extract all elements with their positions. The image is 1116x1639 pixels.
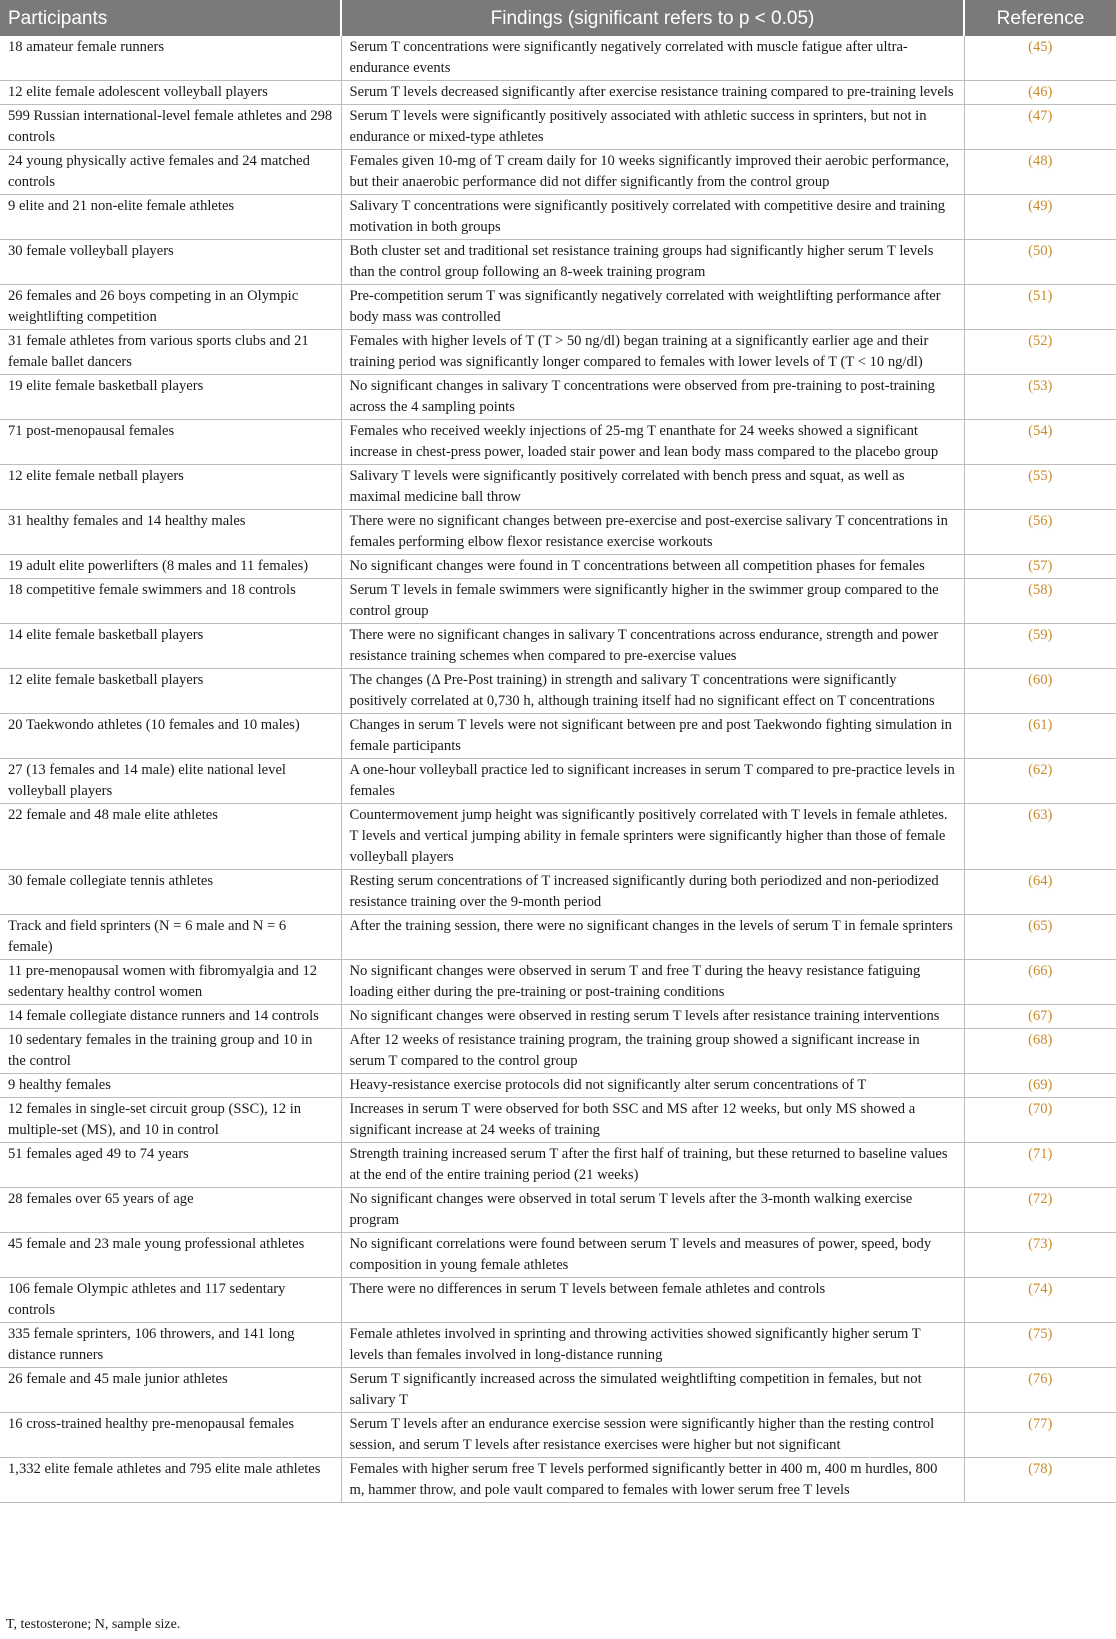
findings-cell: Serum T levels after an endurance exercise session were significantly higher than the resting control session, and serum T levels after resistance exercises were higher but not significant	[341, 1413, 964, 1458]
participants-cell: 9 healthy females	[0, 1074, 341, 1098]
findings-cell: There were no differences in serum T levels between female athletes and controls	[341, 1278, 964, 1323]
header-participants: Participants	[0, 0, 341, 36]
reference-link[interactable]: (63)	[964, 804, 1116, 870]
reference-link[interactable]: (77)	[964, 1413, 1116, 1458]
table-row	[0, 870, 1116, 915]
reference-link[interactable]: (68)	[964, 1029, 1116, 1074]
table-row	[0, 285, 1116, 330]
findings-cell: Serum T levels in female swimmers were significantly higher in the swimmer group compared to the control group	[341, 579, 964, 624]
participants-cell: 12 elite female adolescent volleyball players	[0, 81, 341, 105]
findings-cell: A one-hour volleyball practice led to significant increases in serum T compared to pre-practice levels in females	[341, 759, 964, 804]
participants-cell: 31 female athletes from various sports clubs and 21 female ballet dancers	[0, 330, 341, 375]
participants-cell: 27 (13 females and 14 male) elite national level volleyball players	[0, 759, 341, 804]
table-row	[0, 624, 1116, 669]
findings-cell: Heavy-resistance exercise protocols did not significantly alter serum concentrations of T	[341, 1074, 964, 1098]
participants-cell: 19 elite female basketball players	[0, 375, 341, 420]
table-row	[0, 759, 1116, 804]
table-row	[0, 960, 1116, 1005]
participants-cell: 19 adult elite powerlifters (8 males and 11 females)	[0, 555, 341, 579]
participants-cell: 22 female and 48 male elite athletes	[0, 804, 341, 870]
participants-cell: 30 female volleyball players	[0, 240, 341, 285]
table-row	[0, 1029, 1116, 1074]
reference-link[interactable]: (45)	[964, 36, 1116, 81]
findings-cell: Females who received weekly injections of 25-mg T enanthate for 24 weeks showed a significant increase in chest-press power, loaded stair power and lean body mass compared to the placebo group	[341, 420, 964, 465]
participants-cell: 28 females over 65 years of age	[0, 1188, 341, 1233]
findings-cell: Salivary T concentrations were significantly positively correlated with competitive desire and training motivation in both groups	[341, 195, 964, 240]
reference-link[interactable]: (69)	[964, 1074, 1116, 1098]
participants-cell: 30 female collegiate tennis athletes	[0, 870, 341, 915]
reference-link[interactable]: (59)	[964, 624, 1116, 669]
header-findings: Findings (significant refers to p < 0.05)	[341, 0, 964, 36]
table-row	[0, 1233, 1116, 1278]
reference-link[interactable]: (62)	[964, 759, 1116, 804]
table-row	[0, 465, 1116, 510]
table-row	[0, 195, 1116, 240]
findings-cell: No significant changes in salivary T concentrations were observed from pre-training to post-training across the 4 sampling points	[341, 375, 964, 420]
reference-link[interactable]: (64)	[964, 870, 1116, 915]
participants-cell: 20 Taekwondo athletes (10 females and 10 males)	[0, 714, 341, 759]
table-row	[0, 375, 1116, 420]
table-row	[0, 1368, 1116, 1413]
findings-cell: No significant changes were observed in serum T and free T during the heavy resistance fatiguing loading either during the pre-training or post-training conditions	[341, 960, 964, 1005]
participants-cell: 11 pre-menopausal women with fibromyalgia and 12 sedentary healthy control women	[0, 960, 341, 1005]
table-row	[0, 1098, 1116, 1143]
participants-cell: 51 females aged 49 to 74 years	[0, 1143, 341, 1188]
table-row	[0, 714, 1116, 759]
table-row	[0, 579, 1116, 624]
reference-link[interactable]: (71)	[964, 1143, 1116, 1188]
reference-link[interactable]: (53)	[964, 375, 1116, 420]
findings-cell: Serum T significantly increased across the simulated weightlifting competition in females, but not salivary T	[341, 1368, 964, 1413]
reference-link[interactable]: (78)	[964, 1458, 1116, 1503]
participants-cell: 31 healthy females and 14 healthy males	[0, 510, 341, 555]
findings-cell: The changes (Δ Pre-Post training) in strength and salivary T concentrations were significantly positively correlated at 0,730 h, although training itself had no significant effect on T concentrations	[341, 669, 964, 714]
findings-cell: There were no significant changes in salivary T concentrations across endurance, strength and power resistance training schemes when compared to pre-exercise values	[341, 624, 964, 669]
findings-cell: Females given 10-mg of T cream daily for 10 weeks significantly improved their aerobic performance, but their anaerobic performance did not differ significantly from the control group	[341, 150, 964, 195]
reference-link[interactable]: (52)	[964, 330, 1116, 375]
reference-link[interactable]: (55)	[964, 465, 1116, 510]
table-row	[0, 330, 1116, 375]
reference-link[interactable]: (58)	[964, 579, 1116, 624]
participants-cell: 335 female sprinters, 106 throwers, and 141 long distance runners	[0, 1323, 341, 1368]
reference-link[interactable]: (60)	[964, 669, 1116, 714]
findings-cell: No significant changes were observed in resting serum T levels after resistance training interventions	[341, 1005, 964, 1029]
table-row	[0, 1074, 1116, 1098]
reference-link[interactable]: (70)	[964, 1098, 1116, 1143]
findings-cell: Serum T levels decreased significantly after exercise resistance training compared to pre-training levels	[341, 81, 964, 105]
table-row	[0, 36, 1116, 81]
reference-link[interactable]: (66)	[964, 960, 1116, 1005]
participants-cell: 18 amateur female runners	[0, 36, 341, 81]
table-row	[0, 150, 1116, 195]
participants-cell: 45 female and 23 male young professional athletes	[0, 1233, 341, 1278]
participants-cell: 12 females in single-set circuit group (SSC), 12 in multiple-set (MS), and 10 in control	[0, 1098, 341, 1143]
findings-cell: Female athletes involved in sprinting and throwing activities showed significantly higher serum T levels than females involved in long-distance running	[341, 1323, 964, 1368]
table-row	[0, 1143, 1116, 1188]
table-row	[0, 669, 1116, 714]
reference-link[interactable]: (74)	[964, 1278, 1116, 1323]
findings-cell: Strength training increased serum T after the first half of training, but these returned to baseline values at the end of the entire training period (21 weeks)	[341, 1143, 964, 1188]
findings-cell: Salivary T levels were significantly positively correlated with bench press and squat, as well as maximal medicine ball throw	[341, 465, 964, 510]
participants-cell: 14 elite female basketball players	[0, 624, 341, 669]
table-row	[0, 1188, 1116, 1233]
findings-cell: Pre-competition serum T was significantly negatively correlated with weightlifting performance after body mass was controlled	[341, 285, 964, 330]
findings-cell: Serum T concentrations were significantly negatively correlated with muscle fatigue after ultra-endurance events	[341, 36, 964, 81]
table-row	[0, 105, 1116, 150]
reference-link[interactable]: (46)	[964, 81, 1116, 105]
findings-cell: No significant changes were found in T concentrations between all competition phases for females	[341, 555, 964, 579]
participants-cell: 26 females and 26 boys competing in an Olympic weightlifting competition	[0, 285, 341, 330]
table-row	[0, 1323, 1116, 1368]
participants-cell: Track and field sprinters (N = 6 male and N = 6 female)	[0, 915, 341, 960]
findings-cell: Serum T levels were significantly positively associated with athletic success in sprinters, but not in endurance or mixed-type athletes	[341, 105, 964, 150]
reference-link[interactable]: (49)	[964, 195, 1116, 240]
reference-link[interactable]: (67)	[964, 1005, 1116, 1029]
reference-link[interactable]: (50)	[964, 240, 1116, 285]
table-row	[0, 420, 1116, 465]
reference-link[interactable]: (72)	[964, 1188, 1116, 1233]
reference-link[interactable]: (61)	[964, 714, 1116, 759]
findings-cell: Increases in serum T were observed for both SSC and MS after 12 weeks, but only MS showed a significant increase at 24 weeks of training	[341, 1098, 964, 1143]
participants-cell: 14 female collegiate distance runners and 14 controls	[0, 1005, 341, 1029]
participants-cell: 12 elite female basketball players	[0, 669, 341, 714]
table-row	[0, 555, 1116, 579]
findings-cell: Females with higher levels of T (T > 50 ng/dl) began training at a significantly earlier age and their training period was significantly longer compared to females with lower levels of T (T < 10 ng/dl)	[341, 330, 964, 375]
participants-cell: 16 cross-trained healthy pre-menopausal females	[0, 1413, 341, 1458]
reference-link[interactable]: (57)	[964, 555, 1116, 579]
findings-cell: No significant correlations were found between serum T levels and measures of power, speed, body composition in young female athletes	[341, 1233, 964, 1278]
table-row	[0, 1458, 1116, 1503]
findings-cell: Changes in serum T levels were not significant between pre and post Taekwondo fighting simulation in female participants	[341, 714, 964, 759]
table-row	[0, 1005, 1116, 1029]
reference-link[interactable]: (48)	[964, 150, 1116, 195]
findings-cell: There were no significant changes between pre-exercise and post-exercise salivary T concentrations in females performing elbow flexor resistance exercise workouts	[341, 510, 964, 555]
reference-link[interactable]: (75)	[964, 1323, 1116, 1368]
table-header-row	[0, 0, 1116, 36]
findings-cell: Females with higher serum free T levels performed significantly better in 400 m, 400 m hurdles, 800 m, hammer throw, and pole vault compared to females with lower serum free T levels	[341, 1458, 964, 1503]
findings-cell: No significant changes were observed in total serum T levels after the 3-month walking exercise program	[341, 1188, 964, 1233]
header-reference: Reference	[964, 0, 1116, 36]
table-body	[0, 36, 1116, 1503]
reference-link[interactable]: (56)	[964, 510, 1116, 555]
findings-cell: After 12 weeks of resistance training program, the training group showed a significant increase in serum T compared to the control group	[341, 1029, 964, 1074]
reference-link[interactable]: (47)	[964, 105, 1116, 150]
reference-link[interactable]: (73)	[964, 1233, 1116, 1278]
reference-link[interactable]: (76)	[964, 1368, 1116, 1413]
participants-cell: 9 elite and 21 non-elite female athletes	[0, 195, 341, 240]
findings-cell: After the training session, there were no significant changes in the levels of serum T in female sprinters	[341, 915, 964, 960]
reference-link[interactable]: (65)	[964, 915, 1116, 960]
table-row	[0, 1413, 1116, 1458]
participants-cell: 12 elite female netball players	[0, 465, 341, 510]
table-row	[0, 81, 1116, 105]
participants-cell: 10 sedentary females in the training group and 10 in the control	[0, 1029, 341, 1074]
table-row	[0, 804, 1116, 870]
table-row	[0, 510, 1116, 555]
participants-cell: 106 female Olympic athletes and 117 sedentary controls	[0, 1278, 341, 1323]
table-footnote: T, testosterone; N, sample size.	[6, 1617, 181, 1632]
participants-cell: 18 competitive female swimmers and 18 controls	[0, 579, 341, 624]
table-row	[0, 915, 1116, 960]
participants-cell: 1,332 elite female athletes and 795 elite male athletes	[0, 1458, 341, 1503]
participants-cell: 71 post-menopausal females	[0, 420, 341, 465]
reference-link[interactable]: (51)	[964, 285, 1116, 330]
table-row	[0, 240, 1116, 285]
reference-link[interactable]: (54)	[964, 420, 1116, 465]
participants-cell: 599 Russian international-level female athletes and 298 controls	[0, 105, 341, 150]
participants-cell: 26 female and 45 male junior athletes	[0, 1368, 341, 1413]
table-row	[0, 1278, 1116, 1323]
findings-cell: Both cluster set and traditional set resistance training groups had significantly higher serum T levels than the control group following an 8-week training program	[341, 240, 964, 285]
findings-cell: Resting serum concentrations of T increased significantly during both periodized and non-periodized resistance training over the 9-month period	[341, 870, 964, 915]
findings-cell: Countermovement jump height was significantly positively correlated with T levels in female athletes. T levels and vertical jumping ability in female sprinters were significantly higher than those of female volleyball players	[341, 804, 964, 870]
participants-cell: 24 young physically active females and 24 matched controls	[0, 150, 341, 195]
